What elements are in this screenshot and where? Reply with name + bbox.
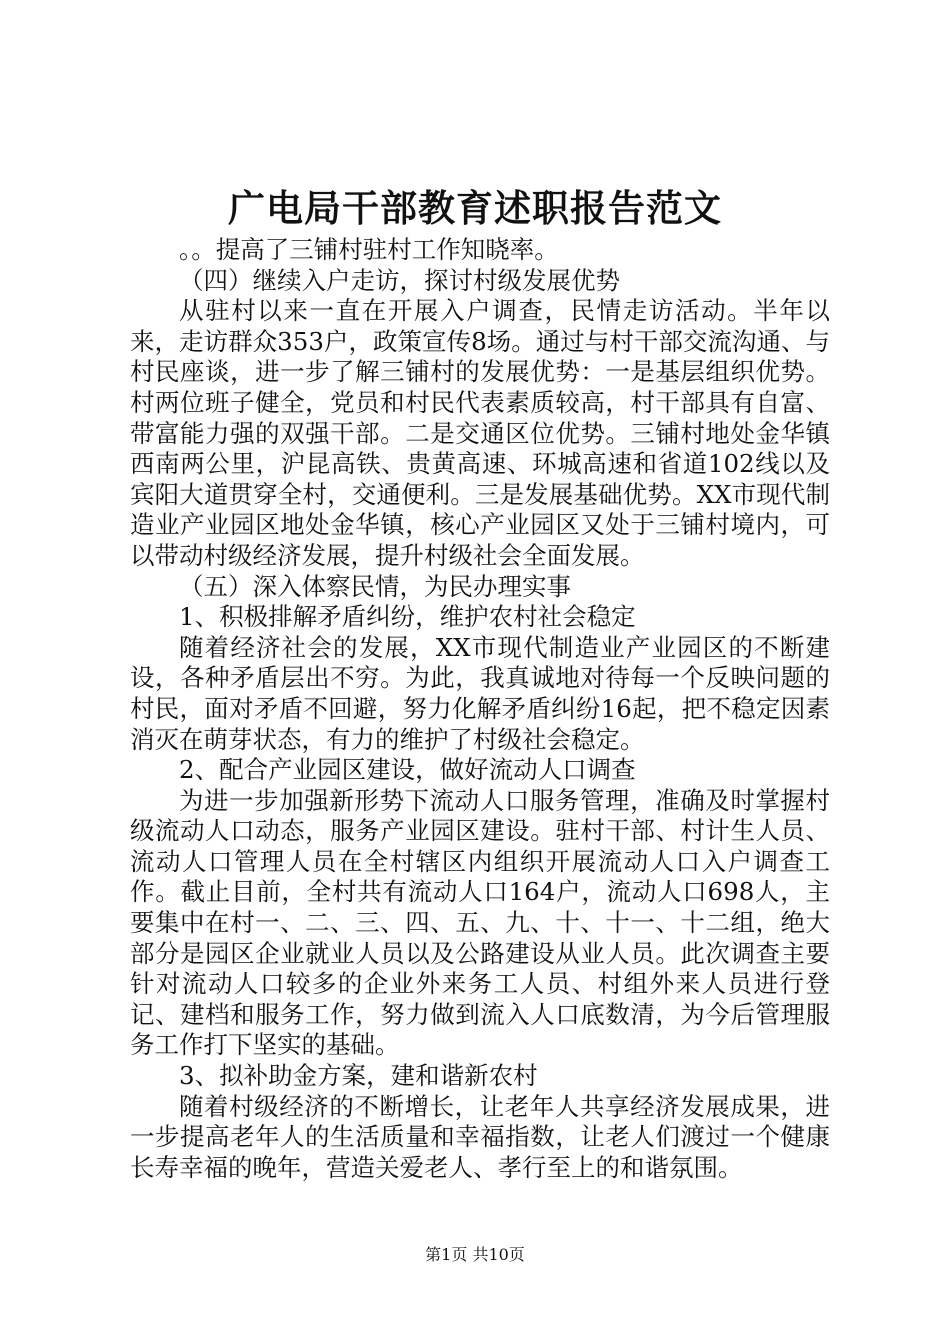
document-title: 广电局干部教育述职报告范文: [228, 186, 722, 230]
paragraph: 为进一步加强新形势下流动人口服务管理，准确及时掌握村级流动人口动态，服务产业园区建设。驻村干部、村计生人员、流动人口管理人员在全村辖区内组织开展流动人口入户调查工作。截止目前，全村共有流动人口164户，流动人口698人，主要集中在村一、二、三、四、五、九、十、十一、十二组，绝大部分是园区企业就业人员以及公路建设从业人员。此次调查主要针对流动人口较多的企业外来务工人员、村组外来人员进行登记、建档和服务工作，努力做到流入人口底数清，为今后管理服务工作打下坚实的基础。: [130, 785, 830, 1060]
section-heading: （四）继续入户走访，探讨村级发展优势: [179, 265, 620, 295]
section-heading: （五）深入体察民情，为民办理实事: [179, 571, 571, 601]
subsection-heading: 3、拟补助金方案，建和谐新农村: [179, 1061, 538, 1091]
document-body: [130, 235, 830, 1183]
subsection-heading: 2、配合产业园区建设，做好流动人口调查: [179, 755, 636, 785]
paragraph: 从驻村以来一直在开展入户调查，民情走访活动。半年以来，走访群众353户，政策宣传8场。通过与村干部交流沟通、与村民座谈，进一步了解三铺村的发展优势：一是基层组织优势。村两位班子健全，党员和村民代表素质较高，村干部具有自富、带富能力强的双强干部。二是交通区位优势。三铺村地处金华镇西南两公里，沪昆高铁、贵黄高速、环城高速和省道102线以及宾阳大道贯穿全村，交通便利。三是发展基础优势。XX市现代制造业产业园区地处金华镇，核心产业园区又处于三铺村境内，可以带动村级经济发展，提升村级社会全面发展。: [130, 296, 830, 570]
subsection-heading: 1、积极排解矛盾纠纷，维护农村社会稳定: [179, 602, 636, 632]
paragraph: 。。提高了三铺村驻村工作知晓率。: [179, 235, 559, 264]
paragraph: 随着经济社会的发展，XX市现代制造业产业园区的不断建设，各种矛盾层出不穷。为此，我真诚地对待每一个反映问题的村民，面对矛盾不回避，努力化解矛盾纠纷16起，把不稳定因素消灭在萌芽状态，有力的维护了村级社会稳定。: [130, 632, 830, 754]
paragraph: 随着村级经济的不断增长，让老年人共享经济发展成果，进一步提高老年人的生活质量和幸福指数，让老人们渡过一个健康长寿幸福的晚年，营造关爱老人、孝行至上的和谐氛围。: [130, 1091, 830, 1182]
page-footer: 第1页 共10页: [425, 1245, 525, 1264]
